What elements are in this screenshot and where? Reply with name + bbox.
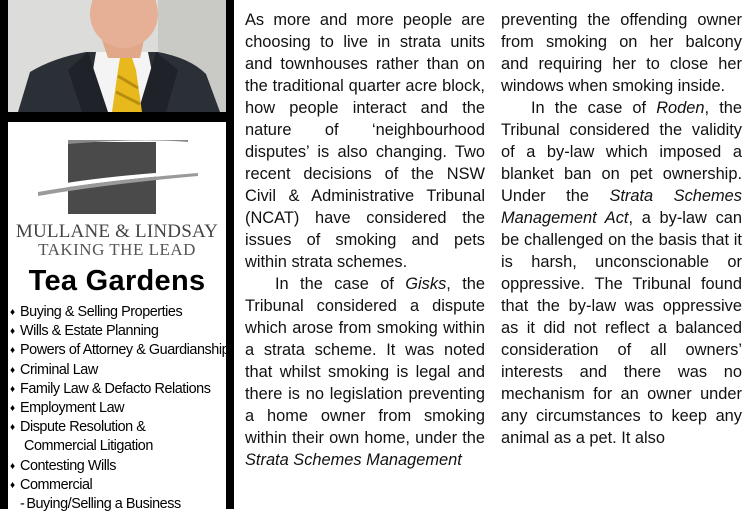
service-label: Commercial [20, 476, 93, 493]
firm-tagline: TAKING THE LEAD [38, 240, 196, 259]
article-text: , the Tribunal considered a dispute which arose from smoking within a strata scheme. It was noted that whilst smoking is legal and there is no legislation preventing a home owner from smoking within their own home, under the [245, 275, 485, 447]
service-label: Powers of Attorney & Guardianship [20, 342, 230, 359]
service-item [10, 361, 229, 380]
service-item [10, 380, 229, 399]
article-paragraph: preventing the offending owner from smoking on her balcony and requiring her to close her windows when smoking inside. [501, 11, 742, 95]
service-item [10, 341, 229, 360]
bullet-icon: ♦ [10, 307, 15, 318]
service-label: Buying/Selling a Business [26, 496, 181, 513]
service-label: Criminal Law [20, 361, 98, 378]
service-item [10, 476, 229, 495]
case-name: Roden [656, 99, 705, 117]
service-item [10, 495, 229, 514]
service-label: Employment Law [20, 400, 125, 417]
act-name: Strata Schemes Management [245, 451, 462, 469]
dash-icon: - [20, 496, 25, 513]
bullet-icon: ♦ [10, 326, 15, 338]
article-paragraph [245, 273, 485, 471]
bullet-icon: ♦ [10, 422, 15, 434]
article-text: In the case of [275, 275, 406, 293]
law-firm-advertisement [8, 122, 230, 522]
service-label: Wills & Estate Planning [20, 323, 159, 340]
bullet-icon: ♦ [10, 345, 15, 357]
service-label: Family Law & Defacto Relations [20, 380, 211, 397]
firm-logo-icon [38, 130, 198, 220]
article-paragraph: As more and more people are choosing to live in strata units and townhouses rather than on the traditional quarter acre block, how people interact and the nature of ‘neighbourhood disputes’ is also changing. Two recent decisions of the NSW Civil & Administrative Tribunal (NCAT) have considered the issues of smoking and pets within strata schemes. [245, 11, 485, 271]
article-text: , the Tribunal considered the validity of a by-law which imposed a blanket ban on pet ownership. Under the [501, 99, 742, 205]
service-item [10, 399, 229, 418]
service-item [10, 322, 229, 341]
bullet-icon: ♦ [10, 383, 15, 395]
office-location: Tea Gardens [28, 265, 206, 297]
bullet-icon: ♦ [10, 364, 15, 376]
article-text: In the case of [531, 99, 657, 117]
act-name: Strata Schemes Management Act [501, 187, 742, 227]
service-label: Buying & Selling Properties [20, 304, 183, 320]
service-item [10, 457, 229, 476]
article-text: , a by-law can be challenged on the basis that it is harsh, unconscionable or oppressive. The Tribunal found that the by-law was oppressive as it did not reflect a balanced consideration of all owners’ interests and there was no mechanism for an owner under any circumstances to keep any animal as a pet. It also [501, 209, 742, 447]
firm-name: MULLANE & LINDSAY [15, 221, 219, 242]
article [234, 0, 756, 509]
service-item [10, 418, 229, 437]
portrait-photo [8, 0, 226, 112]
bullet-icon: ♦ [10, 460, 15, 472]
service-item [10, 303, 229, 322]
service-label: Dispute Resolution & [20, 419, 146, 436]
sidebar [0, 0, 234, 513]
article-column-2 [501, 9, 742, 449]
portrait-illustration [8, 0, 226, 112]
case-name: Gisks [405, 275, 447, 293]
service-label: Commercial Litigation [24, 438, 153, 455]
article-paragraph [501, 97, 742, 449]
service-item [10, 437, 229, 456]
services-list [10, 303, 229, 514]
service-label: Contesting Wills [20, 457, 116, 474]
bullet-icon: ♦ [10, 403, 15, 415]
bullet-icon: ♦ [10, 479, 15, 491]
article-column-1 [245, 9, 485, 471]
